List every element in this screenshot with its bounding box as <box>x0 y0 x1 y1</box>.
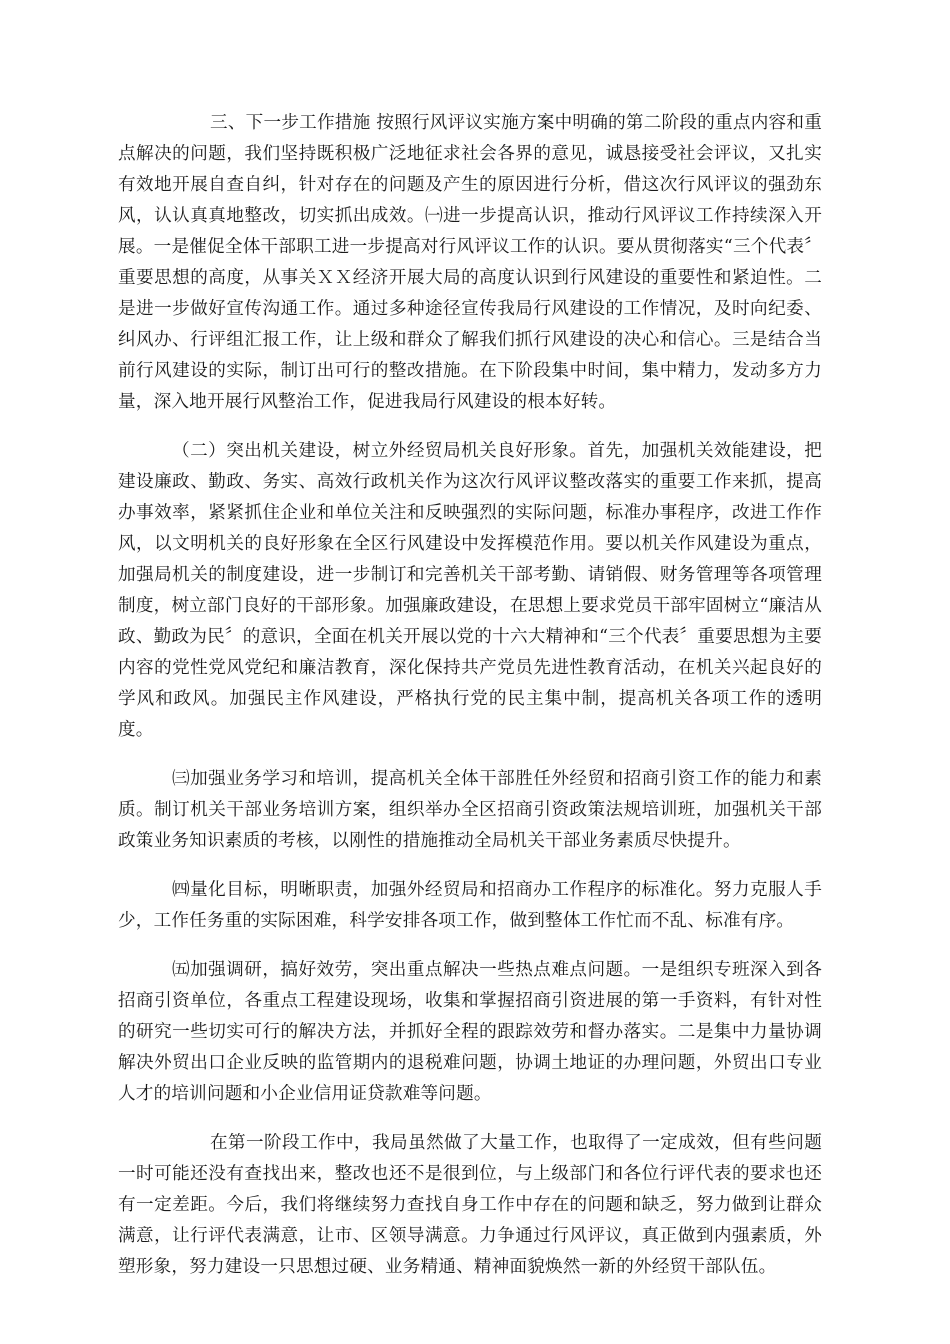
paragraph-targets: ㈣量化目标，明晰职责，加强外经贸局和招商办工作程序的标准化。努力克服人手少，工作任务重的实际困难，科学安排各项工作，做到整体工作忙而不乱、标准有序。 <box>118 880 822 931</box>
document-page <box>118 108 822 1283</box>
paragraph-conclusion: 在第一阶段工作中，我局虽然做了大量工作，也取得了一定成效，但有些问题一时可能还没有查找出来，整改也还不是很到位，与上级部门和各位行评代表的要求也还有一定差距。今后，我们将继续努力查找自身工作中存在的问题和缺乏，努力做到让群众满意，让行评代表满意，让市、区领导满意。力争通过行风评议，真正做到内强素质，外塑形象，努力建设一只思想过硬、业务精通、精神面貌焕然一新的外经贸干部队伍。 <box>118 1133 822 1277</box>
paragraph-training: ㈢加强业务学习和培训，提高机关全体干部胜任外经贸和招商引资工作的能力和素质。制订机关干部业务培训方案，组织举办全区招商引资政策法规培训班，加强机关干部政策业务知识素质的考核，以刚性的措施推动全局机关干部业务素质尽快提升。 <box>118 769 822 851</box>
paragraph-research: ㈤加强调研，搞好效劳，突出重点解决一些热点难点问题。一是组织专班深入到各招商引资单位，各重点工程建设现场，收集和掌握招商引资进展的第一手资料，有针对性的研究一些切实可行的解决方法，并抓好全程的跟踪效劳和督办落实。二是集中力量协调解决外贸出口企业反映的监管期内的退税难问题，协调土地证的办理问题，外贸出口专业人才的培训问题和小企业信用证贷款难等问题。 <box>118 960 822 1104</box>
paragraph-organ-building: （二）突出机关建设，树立外经贸局机关良好形象。首先，加强机关效能建设，把建设廉政、勤政、务实、高效行政机关作为这次行风评议整改落实的重要工作来抓，提高办事效率，紧紧抓住企业和单位关注和反映强烈的实际问题，标准办事程序，改进工作作风，以文明机关的良好形象在全区行风建设中发挥模范作用。要以机关作风建设为重点，加强局机关的制度建设，进一步制订和完善机关干部考勤、请销假、财务管理等各项管理制度，树立部门良好的干部形象。加强廉政建设，在思想上要求党员干部牢固树立“廉洁从政、勤政为民〞的意识，全面在机关开展以党的十六大精神和“三个代表〞重要思想为主要内容的党性党风党纪和廉洁教育，深化保持共产党员先进性教育活动，在机关兴起良好的学风和政风。加强民主作风建设，严格执行党的民主集中制，提高机关各项工作的透明度。 <box>118 441 822 740</box>
paragraph-next-steps: 三、下一步工作措施 按照行风评议实施方案中明确的第二阶段的重点内容和重点解决的问题，我们坚持既积极广泛地征求社会各界的意见，诚恳接受社会评议，又扎实有效地开展自查自纠，针对存在的问题及产生的原因进行分析，借这次行风评议的强劲东风，认认真真地整改，切实抓出成效。㈠进一步提高认识，推动行风评议工作持续深入开展。一是催促全体干部职工进一步提高对行风评议工作的认识。要从贯彻落实“三个代表〞重要思想的高度，从事关ＸＸ经济开展大局的高度认识到行风建设的重要性和紧迫性。二是进一步做好宣传沟通工作。通过多种途径宣传我局行风建设的工作情况，及时向纪委、纠风办、行评组汇报工作，让上级和群众了解我们抓行风建设的决心和信心。三是结合当前行风建设的实际，制订出可行的整改措施。在下阶段集中时间，集中精力，发动多方力量，深入地开展行风整治工作，促进我局行风建设的根本好转。 <box>118 113 822 412</box>
